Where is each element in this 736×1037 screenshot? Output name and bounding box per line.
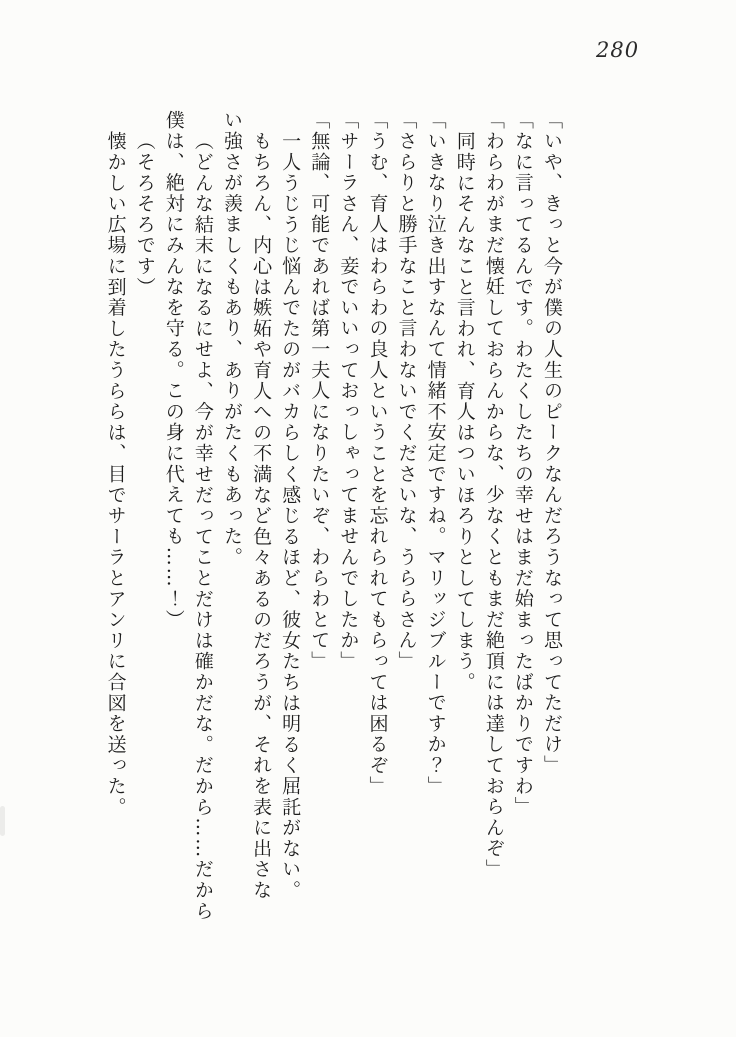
page-number: 280 bbox=[596, 38, 640, 62]
text-line: 「いきなり泣き出すなんて情緒不安定ですね。マリッジブルーですか？」 bbox=[424, 110, 447, 797]
text-line: 「いや、きっと今が僕の人生のピークなんだろうなって思ってただけ」 bbox=[541, 110, 563, 776]
text-line: 「うむ、育人はわらわの良人ということを忘れられてもらっては困るぞ」 bbox=[366, 110, 389, 797]
text-line: 「なに言ってるんです。わたくしたちの幸せはまだ始まったばかりですわ」 bbox=[511, 110, 534, 818]
text-line: 「さらりと勝手なこと言わないでくださいな、うららさん」 bbox=[395, 110, 418, 672]
text-line: 一人うじうじ悩んでたのがバカらしく感じるほど、彼女たちは明るく屈託がない。 bbox=[279, 131, 302, 901]
text-line: 同時にそんなこと言われ、育人はついほろりとしてしまう。 bbox=[453, 131, 476, 693]
text-line: （どんな結末になるにせよ、今が幸せだってことだけは確かだな。だから……だから bbox=[191, 131, 214, 922]
text-line: 「サーラさん、妾でいいっておっしゃってませんでしたか」 bbox=[337, 110, 360, 672]
text-line: い強さが羨ましくもあり、ありがたくもあった。 bbox=[220, 110, 243, 568]
text-line: （そろそろです） bbox=[133, 131, 156, 298]
text-line: 懐かしい広場に到着したうららは、目でサーラとアンリに合図を送った。 bbox=[104, 131, 127, 818]
vertical-text-block bbox=[100, 110, 566, 990]
text-line: 「無論、可能であれば第一夫人になりたいぞ、わらわとて」 bbox=[308, 110, 331, 672]
scan-artifact bbox=[0, 806, 5, 836]
text-line: もちろん、内心は嫉妬や育人への不満など色々あるのだろうが、それを表に出さな bbox=[250, 131, 273, 901]
text-line: 僕は、絶対にみんなを守る。この身に代えても……！） bbox=[162, 110, 185, 630]
text-line: 「わらわがまだ懐妊しておらんからな、少なくともまだ絶頂には達しておらんぞ」 bbox=[482, 110, 505, 880]
